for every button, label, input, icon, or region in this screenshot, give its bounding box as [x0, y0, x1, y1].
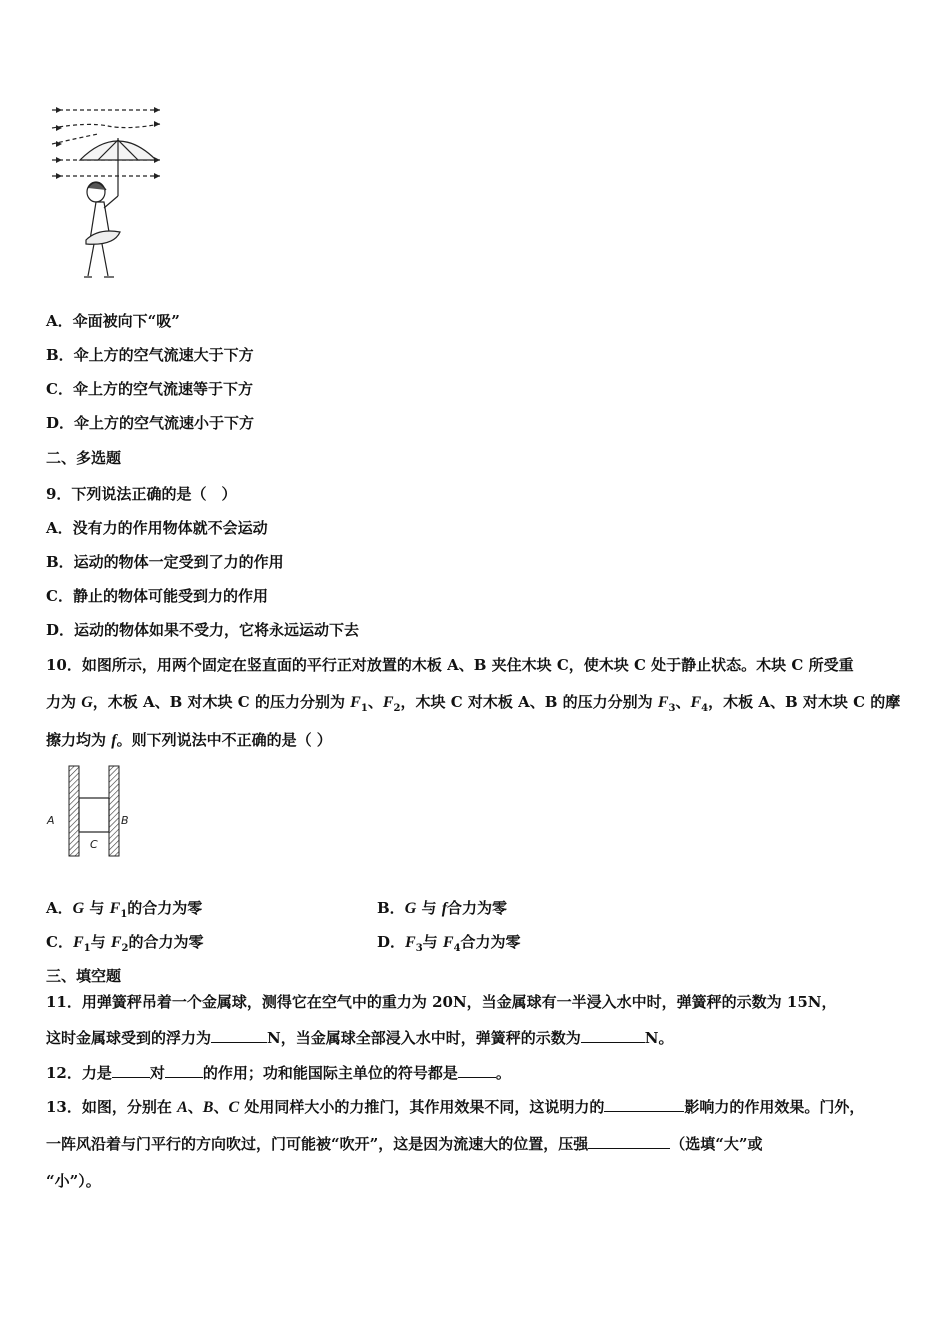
- q10-line-2: 力为 G，木板 A、B 对木块 C 的压力分别为 $F_1$、$F_2$，木块 C 对木板 A、B 的压力分别为 $F_3$、$F_4$，木板 A、B 对木块 C 的摩: [46, 693, 901, 714]
- q13-blank-2[interactable]: [588, 1134, 670, 1149]
- q12-blank-3[interactable]: [458, 1063, 496, 1078]
- q10-option-c: C．$F_1$与 $F_2$的合力为零: [46, 933, 204, 954]
- q10-option-d: D．$F_3$与 $F_4$合力为零: [377, 933, 521, 954]
- q13-line-1: 13．如图，分别在 A、B、C 处用同样大小的力推门，其作用效果不同，这说明力的 影响力的作用效果。门外，: [46, 1098, 865, 1116]
- q10-option-b: B．G 与 f合力为零: [377, 899, 508, 917]
- q10-line-3: 擦力均为 f。则下列说法中不正确的是（ ）: [46, 731, 332, 749]
- section-3-title: 三、填空题: [46, 967, 122, 985]
- q11-line-2: 这时金属球受到的浮力为 N，当金属球全部浸入水中时，弹簧秤的示数为 N。: [46, 1029, 674, 1047]
- q12-line: 12．力是 对 的作用；功和能国际主单位的符号都是 。: [46, 1064, 511, 1082]
- figure-label-a: A: [47, 814, 55, 827]
- boards-block-figure: [44, 762, 134, 862]
- q9-option-c: C．静止的物体可能受到力的作用: [46, 587, 268, 605]
- q8-option-d: D．伞上方的空气流速小于下方: [46, 414, 255, 432]
- q12-blank-1[interactable]: [112, 1063, 150, 1078]
- q11-blank-2[interactable]: [581, 1028, 645, 1043]
- q10-option-a: A．G 与 $F_1$的合力为零: [46, 899, 203, 920]
- figure-label-b: B: [121, 814, 129, 827]
- q11-blank-1[interactable]: [211, 1028, 267, 1043]
- q13-line-2: 一阵风沿着与门平行的方向吹过，门可能被“吹开”，这是因为流速大的位置，压强 （选填“大”或: [46, 1135, 763, 1153]
- q8-option-b: B．伞上方的空气流速大于下方: [46, 346, 254, 364]
- q11-line-1: 11．用弹簧秤吊着一个金属球，测得它在空气中的重力为 20N，当金属球有一半浸入水中时，弹簧秤的示数为 15N，: [46, 993, 837, 1011]
- q10-line-1: 10．如图所示，用两个固定在竖直面的平行正对放置的木板 A、B 夹住木块 C，使木块 C 处于静止状态。木块 C 所受重: [46, 656, 854, 674]
- section-2-title: 二、多选题: [46, 449, 122, 467]
- q9-option-a: A．没有力的作用物体就不会运动: [46, 519, 268, 537]
- q9-option-d: D．运动的物体如果不受力，它将永远运动下去: [46, 621, 360, 639]
- q12-blank-2[interactable]: [165, 1063, 203, 1078]
- q8-option-a: A．伞面被向下“吸”: [46, 312, 180, 330]
- q13-blank-1[interactable]: [604, 1097, 684, 1112]
- q13-line-3: “小”）。: [46, 1172, 101, 1190]
- q9-option-b: B．运动的物体一定受到了力的作用: [46, 553, 284, 571]
- figure-label-c: C: [90, 838, 98, 851]
- q9-stem: 9．下列说法正确的是（ ）: [46, 485, 237, 503]
- q8-option-c: C．伞上方的空气流速等于下方: [46, 380, 253, 398]
- umbrella-girl-figure: [48, 100, 168, 285]
